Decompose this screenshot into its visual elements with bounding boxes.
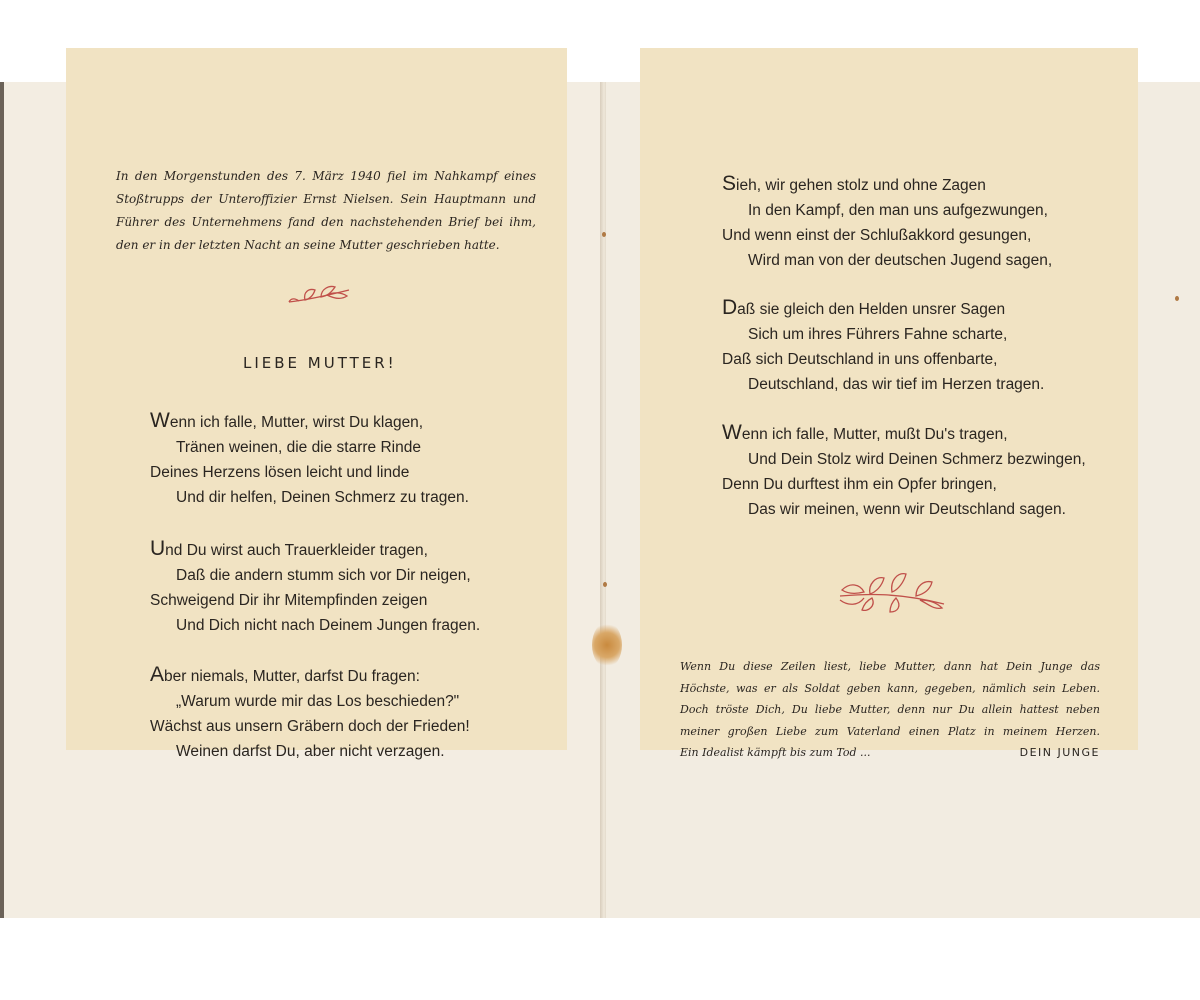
initial-capital: W — [150, 409, 170, 432]
poem-line-text: Und Dich nicht nach Deinem Jungen fragen. — [176, 617, 481, 634]
stain-dot — [1175, 296, 1179, 301]
poem-line — [150, 714, 470, 739]
poem-line — [722, 173, 1052, 198]
poem-line — [722, 248, 1052, 273]
letter-line: Doch tröste Dich, Du liebe Mutter, denn nur Du allein hattest neben — [680, 703, 1100, 716]
poem-line — [722, 447, 1086, 472]
initial-capital: U — [150, 537, 166, 560]
poem-line-text: Daß sie gleich den Helden unsrer Sagen — [722, 296, 1006, 319]
water-stain — [592, 622, 622, 668]
poem-line — [722, 422, 1086, 447]
right-stanza-3 — [722, 422, 1086, 522]
right-stanza-2 — [722, 297, 1044, 397]
poem-line-text: Aber niemals, Mutter, darfst Du fragen: — [150, 663, 420, 686]
poem-line — [722, 322, 1044, 347]
poem-line — [722, 223, 1052, 248]
poem-line-text: Das wir meinen, wenn wir Deutschland sagen. — [748, 501, 1066, 518]
poem-line-text: Und dir helfen, Deinen Schmerz zu tragen. — [176, 489, 469, 506]
poem-line — [150, 538, 480, 563]
poem-line — [722, 497, 1086, 522]
poem-line-text: Und Du wirst auch Trauerkleider tragen, — [150, 537, 428, 560]
poem-line — [722, 347, 1044, 372]
leaf-sprig-ornament-icon — [287, 282, 353, 310]
poem-line-text: Wenn ich falle, Mutter, mußt Du's tragen, — [722, 421, 1008, 444]
poem-line — [150, 435, 469, 460]
poem-line-text: Deutschland, das wir tief im Herzen tragen. — [748, 376, 1045, 393]
poem-line — [150, 664, 470, 689]
intro-paragraph: In den Morgenstunden des 7. März 1940 fiel im Nahkampf eines Stoßtrupps der Unteroffizier Ernst Nielsen. Sein Hauptmann und Führer des Unternehmens fand den nachstehenden Brief bei ihm, den er in der letzten Nacht an seine Mutter geschrieben hatte. — [116, 169, 536, 252]
right-page-panel — [640, 48, 1138, 750]
poem-line — [722, 297, 1044, 322]
left-stanza-3 — [150, 664, 470, 764]
poem-line-text: Deines Herzens lösen leicht und linde — [150, 464, 410, 481]
poem-line-text: Denn Du durftest ihm ein Opfer bringen, — [722, 476, 997, 493]
poem-line-text: Wird man von der deutschen Jugend sagen, — [748, 252, 1053, 269]
letter-closing-line — [680, 742, 1100, 764]
poem-line — [150, 588, 480, 613]
poem-line-text: Und Dein Stolz wird Deinen Schmerz bezwingen, — [748, 451, 1086, 468]
poem-line — [722, 372, 1044, 397]
poem-line — [150, 689, 470, 714]
poem-line-text: Daß die andern stumm sich vor Dir neigen, — [176, 567, 471, 584]
initial-capital: A — [150, 663, 165, 686]
poem-line — [150, 460, 469, 485]
poem-line — [150, 410, 469, 435]
poem-title: LIEBE MUTTER! — [243, 354, 397, 372]
initial-capital: D — [722, 296, 738, 319]
stain-dot — [602, 232, 606, 237]
poem-line-text: Wächst aus unsern Gräbern doch der Frieden! — [150, 718, 470, 735]
signature: DEIN JUNGE — [1019, 746, 1100, 759]
poem-line-text: Weinen darfst Du, aber nicht verzagen. — [176, 743, 445, 760]
right-stanza-1 — [722, 173, 1052, 273]
poem-line-text: Wenn ich falle, Mutter, wirst Du klagen, — [150, 409, 424, 432]
letter-line: Wenn Du diese Zeilen liest, liebe Mutter, dann hat Dein Junge das — [680, 660, 1100, 673]
poem-line — [150, 613, 480, 638]
poem-line-text: In den Kampf, den man uns aufgezwungen, — [748, 202, 1048, 219]
poem-line-text: Tränen weinen, die die starre Rinde — [176, 439, 421, 456]
poem-line — [150, 485, 469, 510]
letter-line: meiner großen Liebe zum Vaterland einen Platz in meinem Herzen. — [680, 724, 1100, 738]
poem-line-text: Daß sich Deutschland in uns offenbarte, — [722, 351, 998, 368]
poem-line-text: Sieh, wir gehen stolz und ohne Zagen — [722, 172, 986, 195]
poem-line — [150, 563, 480, 588]
initial-capital: W — [722, 421, 742, 444]
poem-line-text: Schweigend Dir ihr Mitempfinden zeigen — [150, 592, 428, 609]
poem-line — [150, 739, 470, 764]
letter-closing-text: Ein Idealist kämpft bis zum Tod ... — [680, 746, 871, 759]
left-stanza-2 — [150, 538, 480, 638]
stain-dot — [603, 582, 607, 587]
initial-capital: S — [722, 172, 737, 195]
letter-paragraph — [680, 656, 1100, 764]
cover-edge — [0, 82, 4, 918]
double-leaf-sprig-ornament-icon — [836, 568, 948, 614]
poem-line-text: „Warum wurde mir das Los beschieden?" — [176, 693, 460, 710]
poem-line-text: Sich um ihres Führers Fahne scharte, — [748, 326, 1008, 343]
letter-line: Höchste, was er als Soldat geben kann, gegeben, nämlich sein Leben. — [680, 681, 1100, 695]
left-page-panel — [66, 48, 567, 750]
poem-line-text: Und wenn einst der Schlußakkord gesungen, — [722, 227, 1032, 244]
poem-line — [722, 198, 1052, 223]
poem-line — [722, 472, 1086, 497]
left-stanza-1 — [150, 410, 469, 510]
